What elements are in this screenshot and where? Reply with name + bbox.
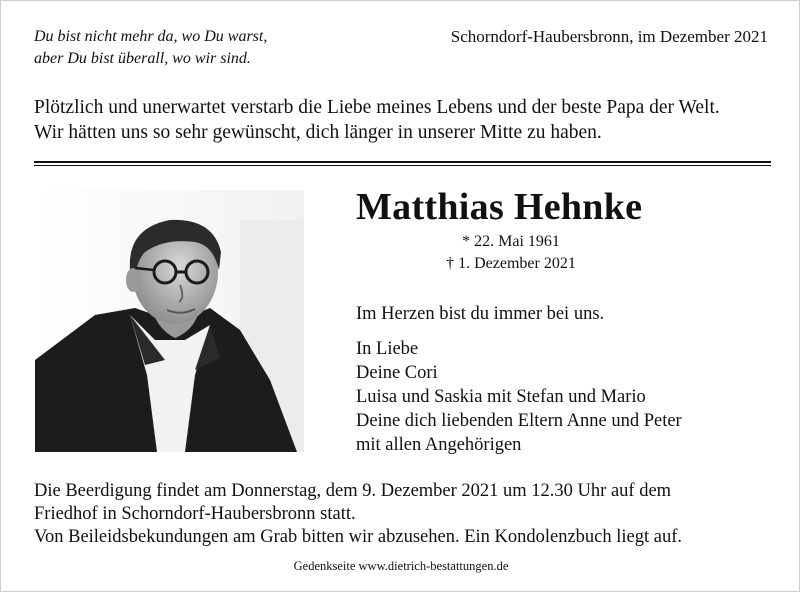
portrait-photo bbox=[35, 190, 304, 452]
funeral-line-3: Von Beileidsbekundungen am Grab bitten wir abzusehen. Ein Kondolenzbuch liegt auf. bbox=[34, 527, 683, 547]
birth-date: * 22. Mai 1961 bbox=[462, 233, 560, 250]
death-date: † 1. Dezember 2021 bbox=[446, 255, 576, 272]
memorial-quote: Im Herzen bist du immer bei uns. bbox=[356, 304, 605, 324]
mourner-line: Deine dich liebenden Eltern Anne und Peter bbox=[356, 411, 682, 431]
motto-line-1: Du bist nicht mehr da, wo Du warst, bbox=[34, 28, 268, 45]
intro-line-2: Wir hätten uns so sehr gewünscht, dich länger in unserer Mitte zu haben. bbox=[34, 122, 602, 143]
mourner-line: Deine Cori bbox=[356, 363, 438, 383]
motto bbox=[34, 26, 267, 70]
portrait-illustration bbox=[35, 190, 304, 452]
funeral-notice bbox=[34, 480, 779, 549]
mourner-line: In Liebe bbox=[356, 339, 419, 359]
motto-line-2: aber Du bist überall, wo wir sind. bbox=[34, 50, 251, 67]
funeral-line-2: Friedhof in Schorndorf-Haubersbronn statt. bbox=[34, 504, 356, 524]
deceased-name: Matthias Hehnke bbox=[356, 186, 643, 228]
divider-thin bbox=[34, 165, 771, 166]
funeral-line-1: Die Beerdigung findet am Donnerstag, dem 9. Dezember 2021 um 12.30 Uhr auf dem bbox=[34, 481, 672, 501]
life-dates bbox=[426, 231, 596, 275]
divider-thick bbox=[34, 161, 771, 163]
mourners-list bbox=[356, 337, 682, 457]
intro-text bbox=[34, 95, 779, 145]
intro-line-1: Plötzlich und unerwartet verstarb die Liebe meines Lebens und der beste Papa der Welt. bbox=[34, 97, 720, 118]
memorial-website-link[interactable]: Gedenkseite www.dietrich-bestattungen.de bbox=[293, 559, 509, 573]
mourner-line: mit allen Angehörigen bbox=[356, 435, 522, 455]
mourner-line: Luisa und Saskia mit Stefan und Mario bbox=[356, 387, 646, 407]
place-date: Schorndorf-Haubersbronn, im Dezember 2021 bbox=[450, 27, 768, 46]
